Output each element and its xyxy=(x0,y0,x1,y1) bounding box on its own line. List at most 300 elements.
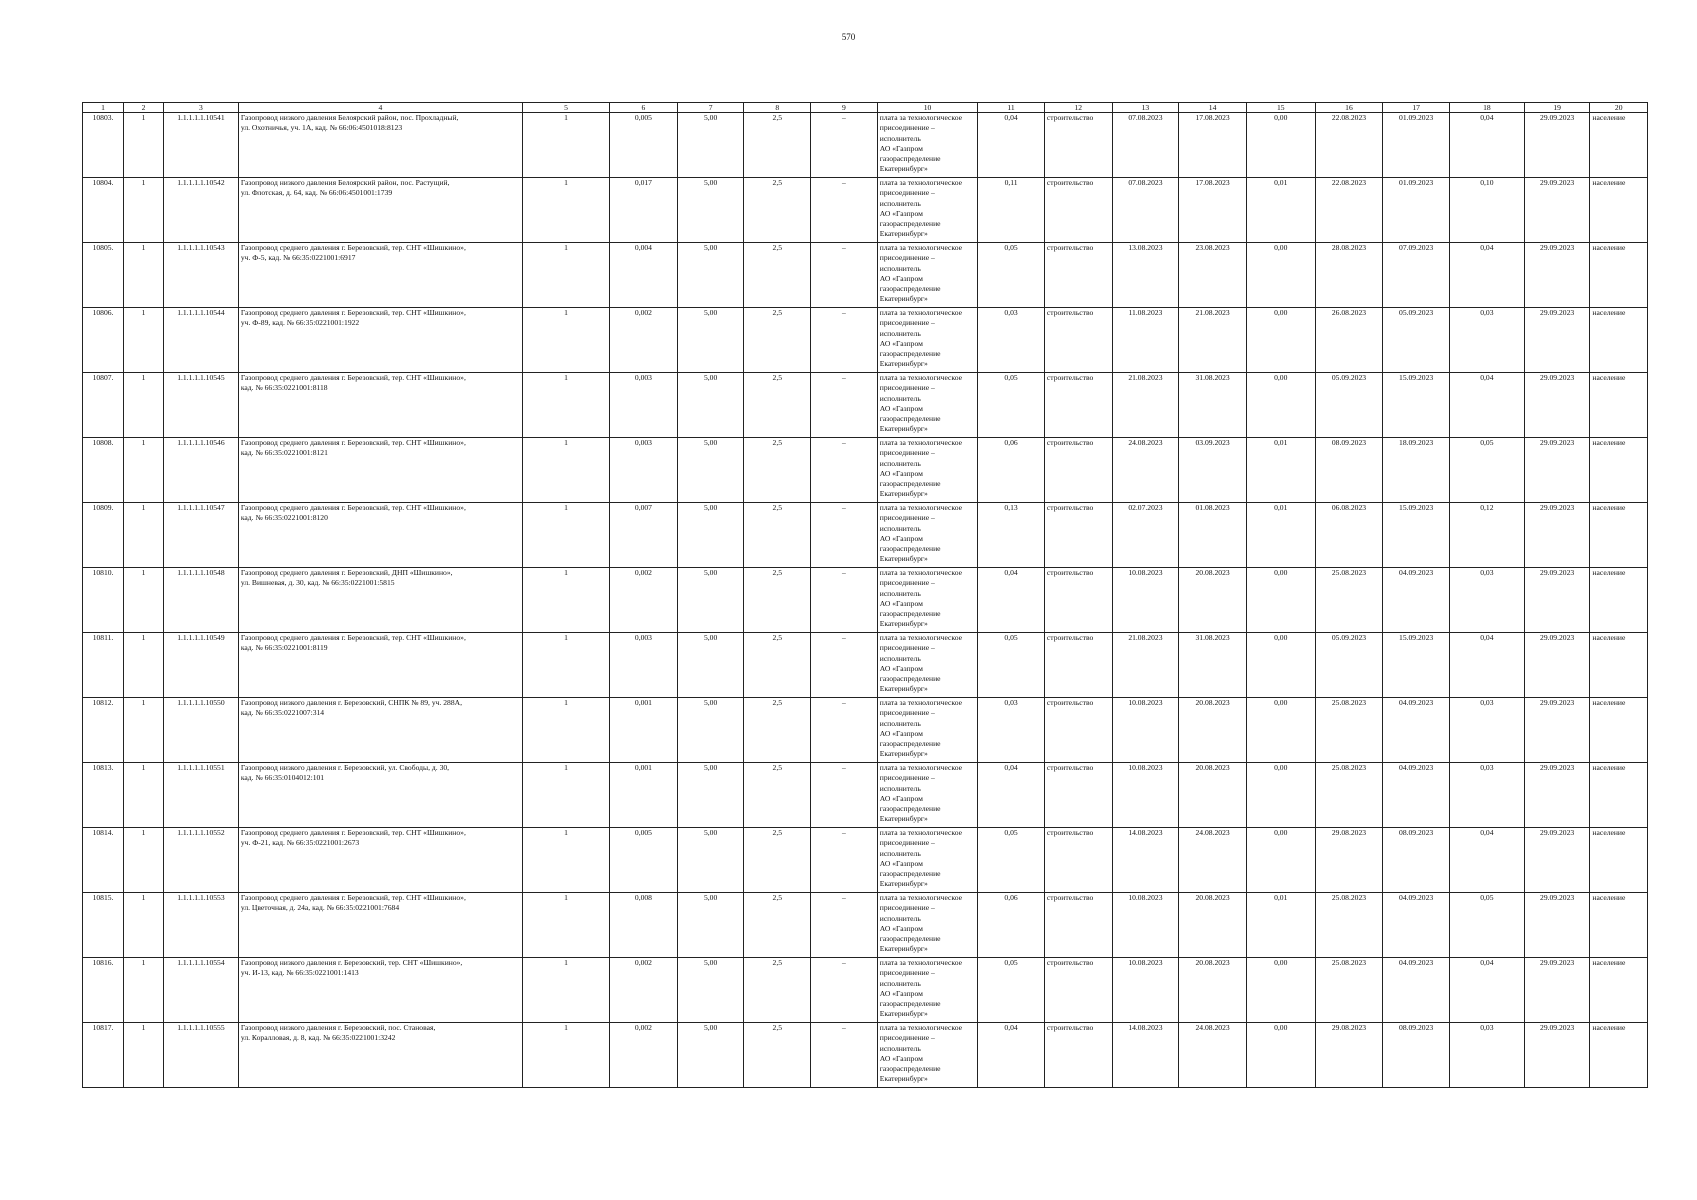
table-cell-col-20: население xyxy=(1590,763,1648,828)
table-cell-col-13: 21.08.2023 xyxy=(1112,633,1179,698)
table-cell-col-8: 2,5 xyxy=(744,568,811,633)
column-header-13: 13 xyxy=(1112,103,1179,113)
table-cell-col-13: 21.08.2023 xyxy=(1112,373,1179,438)
table-cell-col-20: население xyxy=(1590,243,1648,308)
table-cell-col-5: 1 xyxy=(522,1023,609,1088)
table-cell-col-16: 05.09.2023 xyxy=(1315,633,1383,698)
table-cell-col-4: Газопровод низкого давления Белоярский район, пос. Растущий, ул. Флотская, д. 64, кад. № 66:06:4501001:1739 xyxy=(238,178,522,243)
table-cell-col-9: – xyxy=(811,373,878,438)
table-cell-col-13: 07.08.2023 xyxy=(1112,178,1179,243)
table-row xyxy=(83,893,1648,958)
table-cell-col-12: строительство xyxy=(1044,178,1112,243)
table-cell-col-13: 24.08.2023 xyxy=(1112,438,1179,503)
table-cell-col-19: 29.09.2023 xyxy=(1524,308,1590,373)
table-cell-col-19: 29.09.2023 xyxy=(1524,438,1590,503)
table-row xyxy=(83,243,1648,308)
table-cell-col-17: 08.09.2023 xyxy=(1383,1023,1450,1088)
table-cell-col-13: 14.08.2023 xyxy=(1112,1023,1179,1088)
table-cell-col-15: 0,01 xyxy=(1246,438,1315,503)
table-cell-col-17: 15.09.2023 xyxy=(1383,373,1450,438)
table-cell-col-20: население xyxy=(1590,698,1648,763)
table-cell-col-4: Газопровод среднего давления г. Березовский, ДНП «Шишкино», ул. Вишневая, д. 30, кад. № 66:35:0221001:5815 xyxy=(238,568,522,633)
table-cell-col-19: 29.09.2023 xyxy=(1524,113,1590,178)
table-cell-col-1: 10804. xyxy=(83,178,124,243)
table-cell-col-14: 23.08.2023 xyxy=(1179,243,1247,308)
table-cell-col-8: 2,5 xyxy=(744,698,811,763)
table-cell-col-2: 1 xyxy=(124,828,164,893)
table-cell-col-16: 08.09.2023 xyxy=(1315,438,1383,503)
table-row xyxy=(83,438,1648,503)
table-cell-col-4: Газопровод среднего давления г. Березовский, тер. СНТ «Шишкино», уч. Ф-5, кад. № 66:35:0221001:6917 xyxy=(238,243,522,308)
table-cell-col-13: 11.08.2023 xyxy=(1112,308,1179,373)
table-cell-col-14: 17.08.2023 xyxy=(1179,178,1247,243)
table-cell-col-10: плата за технологическое присоединение – исполнитель АО «Газпром газораспределение Екатеринбург» xyxy=(877,113,978,178)
table-cell-col-4: Газопровод среднего давления г. Березовский, тер. СНТ «Шишкино», кад. № 66:35:0221001:8120 xyxy=(238,503,522,568)
table-cell-col-4: Газопровод среднего давления г. Березовский, тер. СНТ «Шишкино», кад. № 66:35:0221001:8118 xyxy=(238,373,522,438)
table-cell-col-6: 0,007 xyxy=(610,503,678,568)
column-header-10: 10 xyxy=(877,103,978,113)
table-cell-col-16: 05.09.2023 xyxy=(1315,373,1383,438)
table-cell-col-5: 1 xyxy=(522,438,609,503)
table-cell-col-7: 5,00 xyxy=(677,113,744,178)
table-cell-col-12: строительство xyxy=(1044,568,1112,633)
table-cell-col-9: – xyxy=(811,308,878,373)
table-cell-col-14: 21.08.2023 xyxy=(1179,308,1247,373)
table-cell-col-7: 5,00 xyxy=(677,373,744,438)
table-row xyxy=(83,503,1648,568)
table-cell-col-3: 1.1.1.1.1.10552 xyxy=(164,828,239,893)
table-cell-col-4: Газопровод среднего давления г. Березовский, тер. СНТ «Шишкино», ул. Цветочная, д. 24а, кад. № 66:35:0221001:7684 xyxy=(238,893,522,958)
table-cell-col-2: 1 xyxy=(124,438,164,503)
table-row xyxy=(83,178,1648,243)
table-cell-col-1: 10812. xyxy=(83,698,124,763)
table-cell-col-7: 5,00 xyxy=(677,308,744,373)
table-cell-col-1: 10806. xyxy=(83,308,124,373)
table-cell-col-12: строительство xyxy=(1044,113,1112,178)
table-cell-col-20: население xyxy=(1590,373,1648,438)
column-header-12: 12 xyxy=(1044,103,1112,113)
table-cell-col-3: 1.1.1.1.1.10550 xyxy=(164,698,239,763)
table-cell-col-9: – xyxy=(811,828,878,893)
table-cell-col-12: строительство xyxy=(1044,763,1112,828)
table-cell-col-3: 1.1.1.1.1.10542 xyxy=(164,178,239,243)
table-cell-col-6: 0,004 xyxy=(610,243,678,308)
table-cell-col-18: 0,04 xyxy=(1449,373,1524,438)
table-cell-col-5: 1 xyxy=(522,633,609,698)
table-cell-col-19: 29.09.2023 xyxy=(1524,633,1590,698)
table-row xyxy=(83,308,1648,373)
column-header-2: 2 xyxy=(124,103,164,113)
table-cell-col-7: 5,00 xyxy=(677,633,744,698)
table-cell-col-11: 0,05 xyxy=(978,243,1045,308)
table-cell-col-4: Газопровод низкого давления Белоярский район, пос. Прохладный, ул. Охотничья, уч. 1А, кад. № 66:06:4501018:8123 xyxy=(238,113,522,178)
table-cell-col-13: 02.07.2023 xyxy=(1112,503,1179,568)
table-cell-col-6: 0,002 xyxy=(610,958,678,1023)
column-header-16: 16 xyxy=(1315,103,1383,113)
column-header-14: 14 xyxy=(1179,103,1247,113)
table-cell-col-16: 28.08.2023 xyxy=(1315,243,1383,308)
table-cell-col-7: 5,00 xyxy=(677,828,744,893)
table-cell-col-5: 1 xyxy=(522,113,609,178)
table-cell-col-3: 1.1.1.1.1.10551 xyxy=(164,763,239,828)
table-cell-col-2: 1 xyxy=(124,893,164,958)
table-cell-col-15: 0,00 xyxy=(1246,568,1315,633)
table-cell-col-13: 07.08.2023 xyxy=(1112,113,1179,178)
table-cell-col-10: плата за технологическое присоединение – исполнитель АО «Газпром газораспределение Екатеринбург» xyxy=(877,568,978,633)
table-cell-col-2: 1 xyxy=(124,1023,164,1088)
table-cell-col-20: население xyxy=(1590,503,1648,568)
table-cell-col-5: 1 xyxy=(522,373,609,438)
table-cell-col-12: строительство xyxy=(1044,698,1112,763)
table-cell-col-7: 5,00 xyxy=(677,568,744,633)
table-cell-col-8: 2,5 xyxy=(744,763,811,828)
table-cell-col-6: 0,008 xyxy=(610,893,678,958)
table-cell-col-4: Газопровод среднего давления г. Березовский, тер. СНТ «Шишкино», кад. № 66:35:0221001:8119 xyxy=(238,633,522,698)
table-cell-col-9: – xyxy=(811,958,878,1023)
table-cell-col-19: 29.09.2023 xyxy=(1524,503,1590,568)
table-cell-col-8: 2,5 xyxy=(744,243,811,308)
table-cell-col-8: 2,5 xyxy=(744,503,811,568)
table-cell-col-4: Газопровод среднего давления г. Березовский, тер. СНТ «Шишкино», уч. Ф-21, кад. № 66:35:0221001:2673 xyxy=(238,828,522,893)
table-cell-col-10: плата за технологическое присоединение – исполнитель АО «Газпром газораспределение Екатеринбург» xyxy=(877,893,978,958)
table-cell-col-10: плата за технологическое присоединение – исполнитель АО «Газпром газораспределение Екатеринбург» xyxy=(877,958,978,1023)
table-cell-col-4: Газопровод среднего давления г. Березовский, тер. СНТ «Шишкино», уч. Ф-89, кад. № 66:35:0221001:1922 xyxy=(238,308,522,373)
table-cell-col-2: 1 xyxy=(124,958,164,1023)
table-cell-col-3: 1.1.1.1.1.10543 xyxy=(164,243,239,308)
table-cell-col-1: 10805. xyxy=(83,243,124,308)
table-cell-col-9: – xyxy=(811,1023,878,1088)
column-header-15: 15 xyxy=(1246,103,1315,113)
table-cell-col-9: – xyxy=(811,763,878,828)
table-cell-col-3: 1.1.1.1.1.10541 xyxy=(164,113,239,178)
table-cell-col-13: 10.08.2023 xyxy=(1112,568,1179,633)
table-cell-col-11: 0,06 xyxy=(978,893,1045,958)
table-cell-col-20: население xyxy=(1590,958,1648,1023)
table-cell-col-8: 2,5 xyxy=(744,178,811,243)
table-cell-col-6: 0,002 xyxy=(610,1023,678,1088)
column-header-6: 6 xyxy=(610,103,678,113)
table-cell-col-19: 29.09.2023 xyxy=(1524,373,1590,438)
table-cell-col-20: население xyxy=(1590,568,1648,633)
table-cell-col-5: 1 xyxy=(522,243,609,308)
table-cell-col-9: – xyxy=(811,893,878,958)
table-cell-col-17: 04.09.2023 xyxy=(1383,893,1450,958)
table-cell-col-1: 10817. xyxy=(83,1023,124,1088)
table-cell-col-19: 29.09.2023 xyxy=(1524,1023,1590,1088)
table-cell-col-20: население xyxy=(1590,113,1648,178)
table-cell-col-12: строительство xyxy=(1044,243,1112,308)
table-cell-col-7: 5,00 xyxy=(677,698,744,763)
table-cell-col-18: 0,04 xyxy=(1449,958,1524,1023)
table-cell-col-10: плата за технологическое присоединение – исполнитель АО «Газпром газораспределение Екатеринбург» xyxy=(877,698,978,763)
table-cell-col-3: 1.1.1.1.1.10545 xyxy=(164,373,239,438)
table-cell-col-1: 10810. xyxy=(83,568,124,633)
table-cell-col-17: 04.09.2023 xyxy=(1383,698,1450,763)
table-cell-col-8: 2,5 xyxy=(744,958,811,1023)
table-row xyxy=(83,763,1648,828)
table-cell-col-4: Газопровод низкого давления г. Березовский, тер. СНТ «Шишкино», уч. И-13, кад. № 66:35:0221001:1413 xyxy=(238,958,522,1023)
table-cell-col-17: 05.09.2023 xyxy=(1383,308,1450,373)
table-cell-col-18: 0,04 xyxy=(1449,113,1524,178)
table-cell-col-10: плата за технологическое присоединение – исполнитель АО «Газпром газораспределение Екатеринбург» xyxy=(877,438,978,503)
table-row xyxy=(83,373,1648,438)
table-cell-col-17: 18.09.2023 xyxy=(1383,438,1450,503)
table-cell-col-6: 0,001 xyxy=(610,763,678,828)
table-cell-col-16: 25.08.2023 xyxy=(1315,958,1383,1023)
table-cell-col-7: 5,00 xyxy=(677,438,744,503)
table-cell-col-18: 0,12 xyxy=(1449,503,1524,568)
table-cell-col-13: 14.08.2023 xyxy=(1112,828,1179,893)
table-cell-col-17: 04.09.2023 xyxy=(1383,763,1450,828)
table-cell-col-15: 0,00 xyxy=(1246,1023,1315,1088)
table-cell-col-18: 0,03 xyxy=(1449,1023,1524,1088)
table-cell-col-3: 1.1.1.1.1.10554 xyxy=(164,958,239,1023)
table-cell-col-7: 5,00 xyxy=(677,503,744,568)
table-cell-col-12: строительство xyxy=(1044,958,1112,1023)
table-cell-col-20: население xyxy=(1590,633,1648,698)
table-cell-col-5: 1 xyxy=(522,178,609,243)
table-cell-col-5: 1 xyxy=(522,308,609,373)
table-cell-col-3: 1.1.1.1.1.10555 xyxy=(164,1023,239,1088)
table-cell-col-6: 0,003 xyxy=(610,633,678,698)
table-cell-col-2: 1 xyxy=(124,178,164,243)
table-cell-col-15: 0,00 xyxy=(1246,763,1315,828)
table-cell-col-4: Газопровод низкого давления г. Березовский, пос. Становая, ул. Коралловая, д. 8, кад. № 66:35:0221001:3242 xyxy=(238,1023,522,1088)
table-cell-col-14: 20.08.2023 xyxy=(1179,958,1247,1023)
table-cell-col-1: 10813. xyxy=(83,763,124,828)
table-header xyxy=(83,103,1648,113)
table-cell-col-11: 0,03 xyxy=(978,308,1045,373)
table-cell-col-10: плата за технологическое присоединение – исполнитель АО «Газпром газораспределение Екатеринбург» xyxy=(877,633,978,698)
table-cell-col-12: строительство xyxy=(1044,633,1112,698)
table-cell-col-8: 2,5 xyxy=(744,893,811,958)
table-cell-col-17: 01.09.2023 xyxy=(1383,113,1450,178)
column-header-7: 7 xyxy=(677,103,744,113)
table-cell-col-15: 0,00 xyxy=(1246,633,1315,698)
table-cell-col-5: 1 xyxy=(522,958,609,1023)
column-header-9: 9 xyxy=(811,103,878,113)
table-cell-col-13: 10.08.2023 xyxy=(1112,698,1179,763)
column-header-8: 8 xyxy=(744,103,811,113)
table-cell-col-1: 10803. xyxy=(83,113,124,178)
table-cell-col-19: 29.09.2023 xyxy=(1524,698,1590,763)
table-cell-col-19: 29.09.2023 xyxy=(1524,243,1590,308)
table-cell-col-11: 0,05 xyxy=(978,828,1045,893)
table-cell-col-19: 29.09.2023 xyxy=(1524,958,1590,1023)
table-cell-col-15: 0,00 xyxy=(1246,958,1315,1023)
table-cell-col-1: 10809. xyxy=(83,503,124,568)
table-cell-col-20: население xyxy=(1590,1023,1648,1088)
table-cell-col-5: 1 xyxy=(522,893,609,958)
table-cell-col-13: 10.08.2023 xyxy=(1112,893,1179,958)
column-header-1: 1 xyxy=(83,103,124,113)
page-number: 570 xyxy=(841,32,856,42)
table-cell-col-2: 1 xyxy=(124,568,164,633)
table-cell-col-3: 1.1.1.1.1.10546 xyxy=(164,438,239,503)
table-cell-col-5: 1 xyxy=(522,763,609,828)
table-cell-col-10: плата за технологическое присоединение – исполнитель АО «Газпром газораспределение Екатеринбург» xyxy=(877,828,978,893)
table-cell-col-16: 26.08.2023 xyxy=(1315,308,1383,373)
table-cell-col-7: 5,00 xyxy=(677,243,744,308)
table-cell-col-16: 22.08.2023 xyxy=(1315,113,1383,178)
table-cell-col-13: 13.08.2023 xyxy=(1112,243,1179,308)
table-cell-col-18: 0,03 xyxy=(1449,698,1524,763)
column-header-20: 20 xyxy=(1590,103,1648,113)
table-cell-col-12: строительство xyxy=(1044,308,1112,373)
table-cell-col-8: 2,5 xyxy=(744,113,811,178)
table-cell-col-16: 29.08.2023 xyxy=(1315,1023,1383,1088)
table-cell-col-2: 1 xyxy=(124,243,164,308)
table-cell-col-17: 15.09.2023 xyxy=(1383,633,1450,698)
table-cell-col-11: 0,03 xyxy=(978,698,1045,763)
table-cell-col-3: 1.1.1.1.1.10544 xyxy=(164,308,239,373)
table-cell-col-9: – xyxy=(811,503,878,568)
table-cell-col-18: 0,05 xyxy=(1449,438,1524,503)
table-cell-col-18: 0,03 xyxy=(1449,763,1524,828)
table-cell-col-7: 5,00 xyxy=(677,178,744,243)
table-cell-col-14: 31.08.2023 xyxy=(1179,373,1247,438)
table-cell-col-6: 0,002 xyxy=(610,568,678,633)
table-row xyxy=(83,633,1648,698)
table-cell-col-16: 22.08.2023 xyxy=(1315,178,1383,243)
table-cell-col-8: 2,5 xyxy=(744,373,811,438)
table-cell-col-15: 0,00 xyxy=(1246,113,1315,178)
table-cell-col-17: 08.09.2023 xyxy=(1383,828,1450,893)
table-cell-col-10: плата за технологическое присоединение – исполнитель АО «Газпром газораспределение Екатеринбург» xyxy=(877,178,978,243)
table-cell-col-6: 0,005 xyxy=(610,828,678,893)
table-cell-col-6: 0,002 xyxy=(610,308,678,373)
table-cell-col-12: строительство xyxy=(1044,503,1112,568)
table-cell-col-2: 1 xyxy=(124,698,164,763)
table-cell-col-17: 15.09.2023 xyxy=(1383,503,1450,568)
table-cell-col-6: 0,003 xyxy=(610,438,678,503)
table-cell-col-14: 31.08.2023 xyxy=(1179,633,1247,698)
table-cell-col-10: плата за технологическое присоединение – исполнитель АО «Газпром газораспределение Екатеринбург» xyxy=(877,1023,978,1088)
table-cell-col-18: 0,10 xyxy=(1449,178,1524,243)
table-cell-col-15: 0,00 xyxy=(1246,698,1315,763)
table-cell-col-12: строительство xyxy=(1044,828,1112,893)
table-body xyxy=(83,113,1648,1088)
column-header-5: 5 xyxy=(522,103,609,113)
table-cell-col-15: 0,01 xyxy=(1246,503,1315,568)
table-cell-col-18: 0,05 xyxy=(1449,893,1524,958)
table-cell-col-5: 1 xyxy=(522,828,609,893)
data-table xyxy=(82,102,1648,1088)
table-cell-col-18: 0,03 xyxy=(1449,568,1524,633)
table-cell-col-1: 10807. xyxy=(83,373,124,438)
table-cell-col-16: 06.08.2023 xyxy=(1315,503,1383,568)
table-cell-col-14: 24.08.2023 xyxy=(1179,1023,1247,1088)
table-cell-col-14: 20.08.2023 xyxy=(1179,698,1247,763)
table-cell-col-16: 25.08.2023 xyxy=(1315,893,1383,958)
column-header-11: 11 xyxy=(978,103,1045,113)
table-cell-col-1: 10815. xyxy=(83,893,124,958)
table-row xyxy=(83,1023,1648,1088)
table-cell-col-18: 0,03 xyxy=(1449,308,1524,373)
table-cell-col-4: Газопровод низкого давления г. Березовский, СНПК № 89, уч. 288А, кад. № 66:35:0221007:314 xyxy=(238,698,522,763)
table-cell-col-11: 0,04 xyxy=(978,1023,1045,1088)
table-cell-col-3: 1.1.1.1.1.10553 xyxy=(164,893,239,958)
table-row xyxy=(83,568,1648,633)
table-cell-col-8: 2,5 xyxy=(744,633,811,698)
table-cell-col-19: 29.09.2023 xyxy=(1524,893,1590,958)
table-cell-col-12: строительство xyxy=(1044,1023,1112,1088)
table-cell-col-19: 29.09.2023 xyxy=(1524,178,1590,243)
table-cell-col-11: 0,05 xyxy=(978,633,1045,698)
table-cell-col-8: 2,5 xyxy=(744,828,811,893)
table-cell-col-7: 5,00 xyxy=(677,958,744,1023)
table-cell-col-9: – xyxy=(811,113,878,178)
table-cell-col-2: 1 xyxy=(124,503,164,568)
table-cell-col-6: 0,005 xyxy=(610,113,678,178)
table-cell-col-3: 1.1.1.1.1.10547 xyxy=(164,503,239,568)
table-cell-col-1: 10808. xyxy=(83,438,124,503)
table-cell-col-18: 0,04 xyxy=(1449,633,1524,698)
table-row xyxy=(83,958,1648,1023)
table-cell-col-11: 0,13 xyxy=(978,503,1045,568)
column-header-17: 17 xyxy=(1383,103,1450,113)
table-cell-col-12: строительство xyxy=(1044,893,1112,958)
table-cell-col-16: 29.08.2023 xyxy=(1315,828,1383,893)
table-cell-col-5: 1 xyxy=(522,568,609,633)
table-row xyxy=(83,113,1648,178)
table-cell-col-19: 29.09.2023 xyxy=(1524,568,1590,633)
table-cell-col-15: 0,00 xyxy=(1246,828,1315,893)
table-cell-col-10: плата за технологическое присоединение – исполнитель АО «Газпром газораспределение Екатеринбург» xyxy=(877,308,978,373)
table-cell-col-20: население xyxy=(1590,308,1648,373)
table-cell-col-5: 1 xyxy=(522,503,609,568)
table-cell-col-9: – xyxy=(811,243,878,308)
table-cell-col-2: 1 xyxy=(124,373,164,438)
table-cell-col-1: 10816. xyxy=(83,958,124,1023)
table-cell-col-11: 0,06 xyxy=(978,438,1045,503)
table-cell-col-10: плата за технологическое присоединение – исполнитель АО «Газпром газораспределение Екатеринбург» xyxy=(877,763,978,828)
table-cell-col-7: 5,00 xyxy=(677,763,744,828)
table-cell-col-7: 5,00 xyxy=(677,1023,744,1088)
table-cell-col-2: 1 xyxy=(124,308,164,373)
table-cell-col-11: 0,04 xyxy=(978,113,1045,178)
table-cell-col-14: 17.08.2023 xyxy=(1179,113,1247,178)
table-cell-col-8: 2,5 xyxy=(744,308,811,373)
table-cell-col-15: 0,00 xyxy=(1246,373,1315,438)
table-cell-col-14: 20.08.2023 xyxy=(1179,893,1247,958)
table-cell-col-4: Газопровод низкого давления г. Березовский, ул. Свободы, д. 30, кад. № 66:35:0104012:101 xyxy=(238,763,522,828)
table-cell-col-9: – xyxy=(811,178,878,243)
column-header-19: 19 xyxy=(1524,103,1590,113)
table-cell-col-14: 01.08.2023 xyxy=(1179,503,1247,568)
table-cell-col-8: 2,5 xyxy=(744,1023,811,1088)
table-cell-col-13: 10.08.2023 xyxy=(1112,958,1179,1023)
table-cell-col-16: 25.08.2023 xyxy=(1315,698,1383,763)
table-cell-col-1: 10811. xyxy=(83,633,124,698)
table-cell-col-14: 20.08.2023 xyxy=(1179,763,1247,828)
table-cell-col-19: 29.09.2023 xyxy=(1524,763,1590,828)
table-cell-col-19: 29.09.2023 xyxy=(1524,828,1590,893)
table-cell-col-8: 2,5 xyxy=(744,438,811,503)
table-cell-col-11: 0,05 xyxy=(978,373,1045,438)
table-cell-col-3: 1.1.1.1.1.10548 xyxy=(164,568,239,633)
table-cell-col-20: население xyxy=(1590,438,1648,503)
table-cell-col-9: – xyxy=(811,698,878,763)
table-cell-col-14: 20.08.2023 xyxy=(1179,568,1247,633)
table-cell-col-9: – xyxy=(811,568,878,633)
table-cell-col-2: 1 xyxy=(124,113,164,178)
table-cell-col-4: Газопровод среднего давления г. Березовский, тер. СНТ «Шишкино», кад. № 66:35:0221001:8121 xyxy=(238,438,522,503)
table-cell-col-13: 10.08.2023 xyxy=(1112,763,1179,828)
table-cell-col-17: 04.09.2023 xyxy=(1383,568,1450,633)
table-cell-col-20: население xyxy=(1590,828,1648,893)
table-cell-col-12: строительство xyxy=(1044,438,1112,503)
